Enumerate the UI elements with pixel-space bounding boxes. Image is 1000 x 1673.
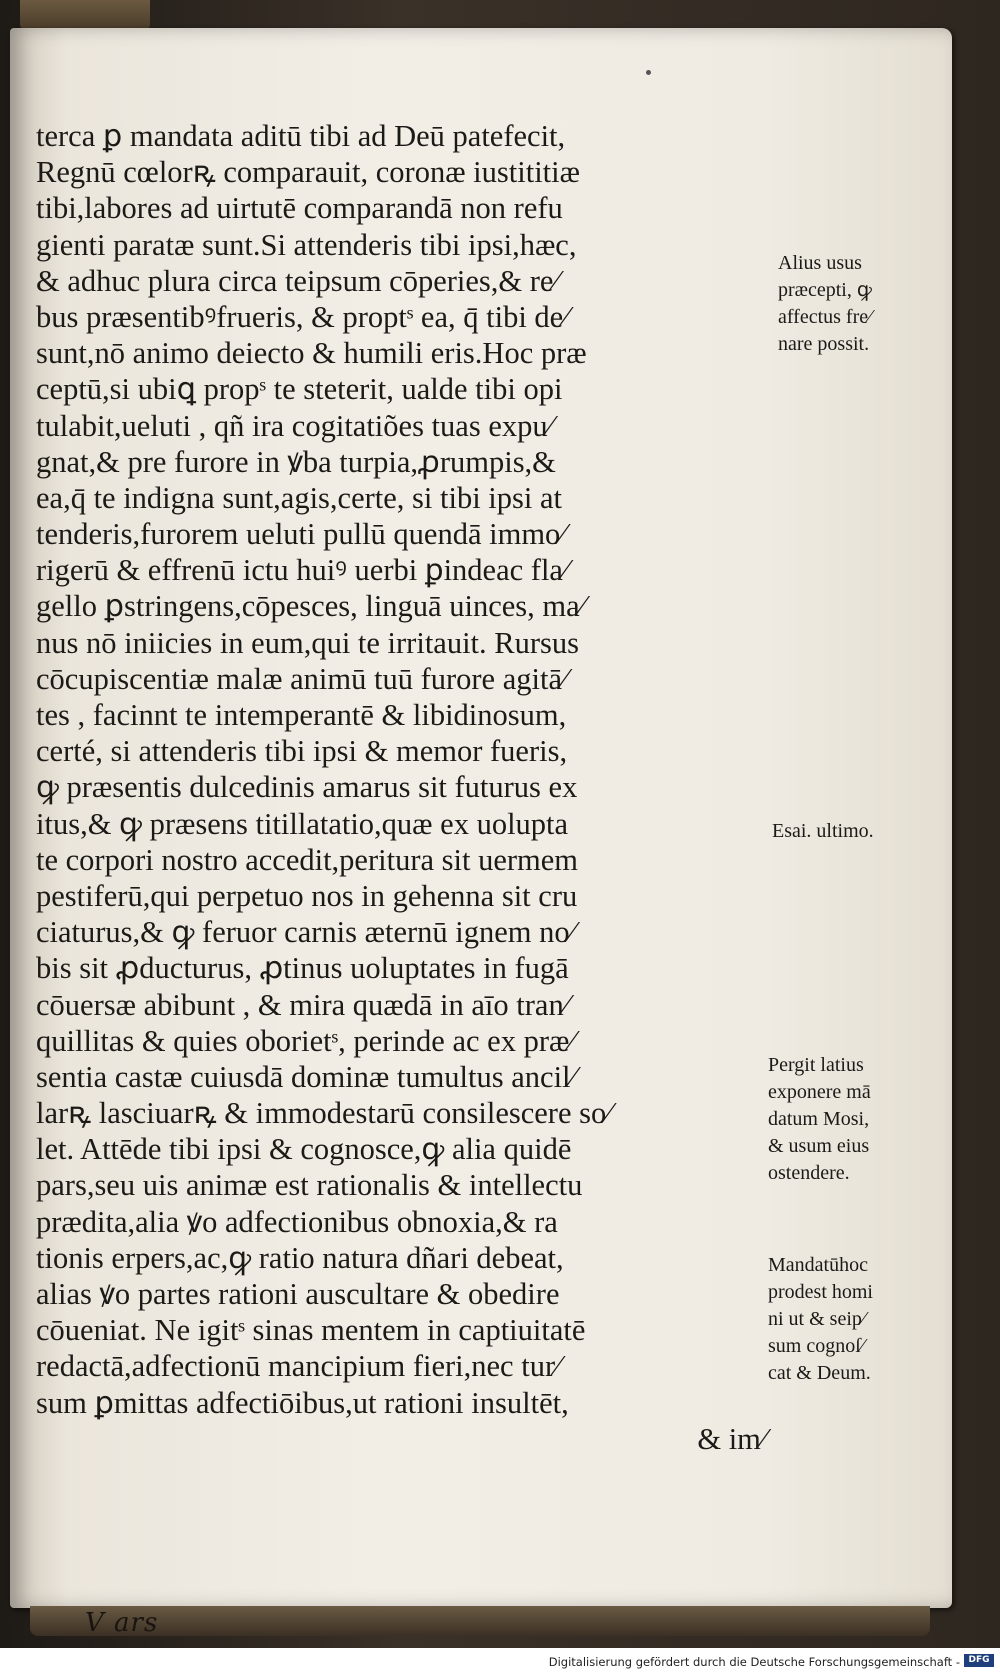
dfg-logo: DFG (964, 1654, 994, 1667)
text-line: rigerū & effrenū ictu huiꝰ uerbi ꝑindeac fla⁄ (36, 553, 569, 588)
text-line: nus nō iniicies in eum,qui te irritauit. Rursus (36, 625, 580, 660)
marginal-line: sum cognoſ⁄ (768, 1335, 865, 1357)
text-line: tulabit,ueluti , qñ ira cogitatiões tuas expu⁄ (36, 408, 553, 443)
text-line: let. Attēde tibi ipsi & cognosce,ꝙ alia quidē (36, 1132, 572, 1167)
text-line: te corpori nostro accedit,peritura sit uermem (36, 842, 579, 877)
marginal-line: Pergit latius (768, 1054, 864, 1076)
text-line: gello ꝑstringens,cōpesces, linguā uinces, ma⁄ (36, 589, 585, 624)
text-line: quillitas & quies oborietˢ, perinde ac ex præ⁄ (36, 1023, 575, 1058)
marginal-note (768, 1052, 943, 1187)
text-line: pars,seu uis animæ est rationalis & intellectu (36, 1168, 583, 1203)
text-line: sentia castæ cuiusdā dominæ tumultus ancil⁄ (36, 1059, 576, 1094)
marginal-line: exponere mā (768, 1081, 871, 1103)
text-line: tes , facinnt te intemperantē & libidinosum, (36, 698, 567, 732)
text-line: ꝙ præsentis dulcedinis amarus sit futurus ex (36, 770, 578, 805)
text-line: bis sit ꝓducturus, ꝓtinus uoluptates in fugā (36, 951, 569, 986)
text-line: tenderis,furorem ueluti pullū quendā immo⁄ (36, 517, 566, 552)
marginal-line: affectus fre⁄ (778, 306, 872, 328)
marginal-line: ostendere. (768, 1162, 850, 1184)
text-line: cōuersæ abibunt , & mira quædā in aīo tran⁄ (36, 987, 569, 1022)
text-line: tionis erpers,ac,ꝙ ratio natura dñari debeat, (36, 1240, 564, 1275)
marginal-line: & usum eius (768, 1135, 870, 1157)
marginal-line: cat & Deum. (768, 1362, 871, 1384)
marginal-note (772, 818, 947, 845)
marginal-line: Mandatūhoc (768, 1254, 868, 1276)
marginal-line: Esai. ultimo. (772, 820, 874, 842)
marginal-line: nare possit. (778, 333, 870, 355)
marginal-line: Alius usus (778, 252, 862, 274)
text-line: & adhuc plura circa teipsum cōperies,& re⁄ (36, 263, 559, 298)
text-line: certé, si attenderis tibi ipsi & memor fueris, (36, 734, 568, 769)
catchword: & im⁄ (697, 1421, 766, 1456)
text-line: gnat,& pre furore in ꝟba turpia,ꝓrumpis,& (36, 444, 556, 479)
text-line: sunt,nō animo deiecto & humili eris.Hoc præ (36, 336, 587, 371)
text-line: Regnū cœlorꝶ comparauit, coronæ iustititiæ (36, 155, 580, 190)
marginal-line: præcepti, ꝙ (778, 279, 872, 301)
text-line: gienti paratæ sunt.Si attenderis tibi ipsi,hæc, (36, 227, 577, 262)
text-line: alias ꝟo partes rationi auscultare & obedire (36, 1277, 560, 1311)
footer-credit: Digitalisierung gefördert durch die Deutsche Forschungsgemeinschaft - (548, 1655, 960, 1669)
marginal-note (768, 1252, 943, 1387)
text-line: redactā,adfectionū mancipium fieri,nec tur⁄ (36, 1349, 561, 1384)
text-line: ciaturus,& ꝙ feruor carnis æternū ignem no⁄ (36, 915, 575, 950)
marginal-note (778, 250, 953, 358)
marginal-line: ni ut & seip⁄ (768, 1308, 866, 1330)
text-line: prædita,alia ꝟo adfectionibus obnoxia,& ra (36, 1204, 558, 1239)
page-bottom-edge (30, 1606, 930, 1636)
binding-edge (20, 0, 150, 30)
text-line: cōueniat. Ne igitˢ sinas mentem in captiuitatē (36, 1313, 586, 1348)
main-text-block (36, 118, 766, 1457)
marginal-line: datum Mosi, (768, 1108, 870, 1130)
page-speck (646, 70, 651, 75)
text-line: pestiferū,qui perpetuo nos in gehenna sit cru (36, 878, 578, 913)
text-line: itus,& ꝙ præsens titillatatio,quæ ex uolupta (36, 806, 569, 841)
text-line: sum ꝑmittas adfectiōibus,ut rationi insultēt, (36, 1385, 569, 1420)
marginal-line: prodest homi (768, 1281, 873, 1303)
text-line: ea,q̄ te indigna sunt,agis,certe, si tibi ipsi at (36, 480, 563, 515)
text-line: terca ꝑ mandata aditū tibi ad Deū patefecit, (36, 119, 566, 153)
text-line: ceptū,si ubiꝗ propˢ te steterit, ualde tibi opi (36, 372, 563, 407)
text-line: bus præsentibꝰfrueris, & proptˢ ea, q̄ tibi de⁄ (36, 299, 569, 334)
text-line: larꝶ lasciuarꝶ & immodestarū consilescere so⁄ (36, 1096, 612, 1131)
text-line: cōcupiscentiæ malæ animū tuū furore agitā⁄ (36, 661, 568, 696)
text-line: tibi,labores ad uirtutē comparandā non refu (36, 191, 563, 226)
signature-mark: V ars (85, 1608, 159, 1638)
